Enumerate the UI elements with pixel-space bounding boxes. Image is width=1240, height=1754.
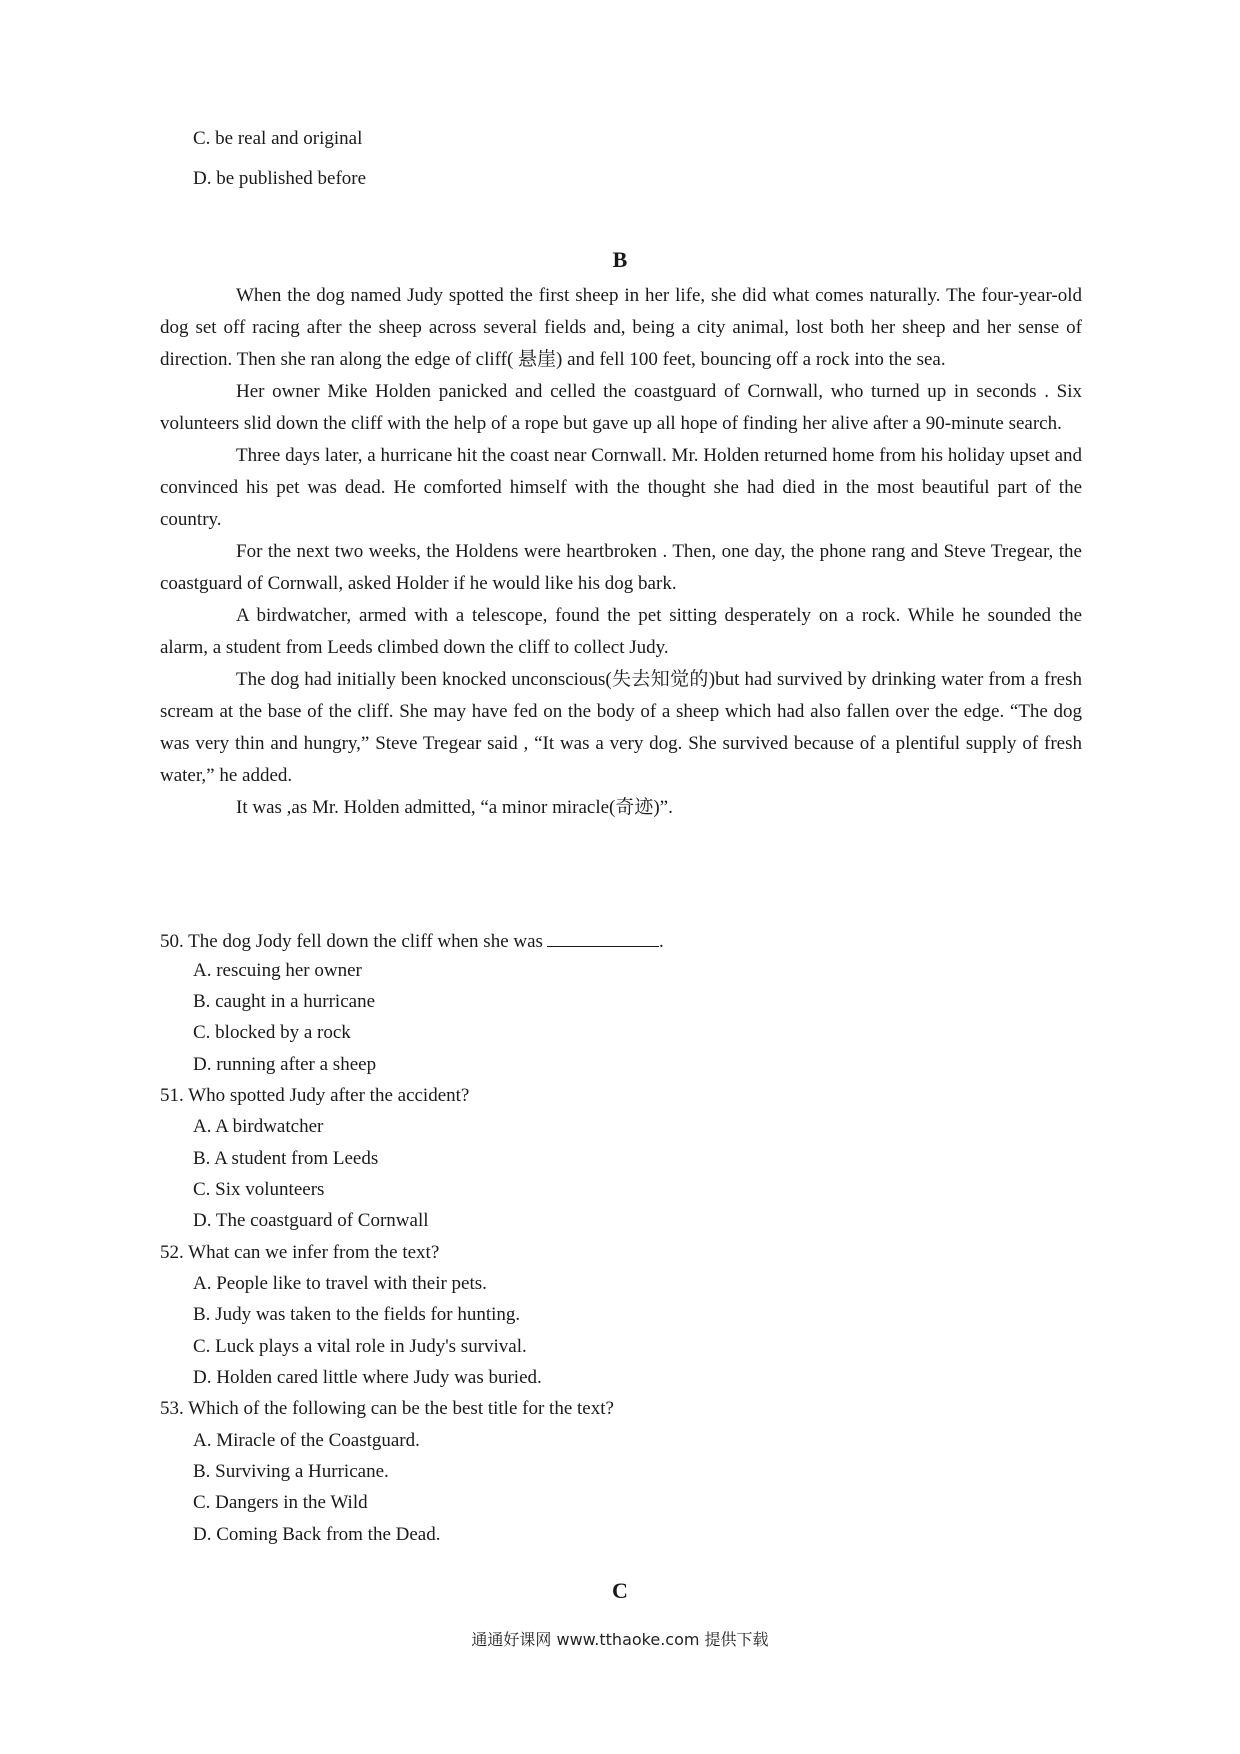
passage-b: [160, 280, 1082, 824]
prev-option-d: D. be published before: [193, 168, 367, 189]
question-50: [160, 928, 664, 954]
section-c-heading: C: [612, 1578, 628, 1603]
passage-paragraph-1: When the dog named Judy spotted the first sheep in her life, she did what comes naturally. The four-year-old dog set off racing after the sheep across several fields and, being a city animal, lost both her sheep and her sense of direction. Then she ran along the edge of cliff( 悬崖) and fell 100 feet, bouncing off a rock into the sea.: [160, 285, 1082, 370]
question-51-stem: 51. Who spotted Judy after the accident?: [160, 1085, 470, 1106]
passage-paragraph-4: For the next two weeks, the Holdens were heartbroken . Then, one day, the phone rang and Steve Tregear, the coastguard of Cornwall, asked Holder if he would like his dog bark.: [160, 541, 1082, 594]
passage-paragraph-5: A birdwatcher, armed with a telescope, found the pet sitting desperately on a rock. While he sounded the alarm, a student from Leeds climbed down the cliff to collect Judy.: [160, 605, 1082, 658]
section-b-heading: B: [612, 247, 628, 272]
question-53-option-c: C. Dangers in the Wild: [193, 1492, 368, 1513]
question-51-option-c: C. Six volunteers: [193, 1179, 325, 1200]
question-51-option-b: B. A student from Leeds: [193, 1148, 379, 1169]
question-52-stem: 52. What can we infer from the text?: [160, 1242, 440, 1263]
question-51-option-a: A. A birdwatcher: [193, 1116, 324, 1137]
question-53-option-b: B. Surviving a Hurricane.: [193, 1461, 389, 1482]
question-50-option-a: A. rescuing her owner: [193, 960, 362, 981]
question-53-option-d: D. Coming Back from the Dead.: [193, 1524, 441, 1545]
question-53-option-a: A. Miracle of the Coastguard.: [193, 1430, 420, 1451]
question-50-stem: 50. The dog Jody fell down the cliff when she was: [160, 931, 543, 952]
question-53-stem: 53. Which of the following can be the best title for the text?: [160, 1398, 614, 1419]
question-52-option-d: D. Holden cared little where Judy was buried.: [193, 1367, 542, 1388]
question-52-option-a: A. People like to travel with their pets.: [193, 1273, 487, 1294]
question-50-option-d: D. running after a sheep: [193, 1054, 377, 1075]
answer-blank: [547, 928, 659, 947]
passage-paragraph-3: Three days later, a hurricane hit the coast near Cornwall. Mr. Holden returned home from his holiday upset and convinced his pet was dead. He comforted himself with the thought she had died in the most beautiful part of the country.: [160, 445, 1082, 530]
page-footer: 通通好课网 www.tthaoke.com 提供下载: [471, 1630, 769, 1649]
passage-paragraph-2: Her owner Mike Holden panicked and celled the coastguard of Cornwall, who turned up in seconds . Six volunteers slid down the cliff with the help of a rope but gave up all hope of finding her alive after a 90-minute search.: [160, 381, 1082, 434]
question-52-option-c: C. Luck plays a vital role in Judy's survival.: [193, 1336, 527, 1357]
prev-option-c: C. be real and original: [193, 128, 363, 149]
question-52-option-b: B. Judy was taken to the fields for hunting.: [193, 1304, 521, 1325]
question-50-stem-end: .: [658, 931, 664, 952]
question-50-option-b: B. caught in a hurricane: [193, 991, 376, 1012]
question-51-option-d: D. The coastguard of Cornwall: [193, 1210, 429, 1231]
passage-paragraph-7: It was ,as Mr. Holden admitted, “a minor miracle(奇迹)”.: [236, 797, 673, 818]
question-50-option-c: C. blocked by a rock: [193, 1022, 351, 1043]
passage-paragraph-6: The dog had initially been knocked unconscious(失去知觉的)but had survived by drinking water from a fresh scream at the base of the cliff. She may have fed on the body of a sheep which had also fallen over the edge. “The dog was very thin and hungry,” Steve Tregear said , “It was a very dog. She survived because of a plentiful supply of fresh water,” he added.: [160, 669, 1082, 786]
